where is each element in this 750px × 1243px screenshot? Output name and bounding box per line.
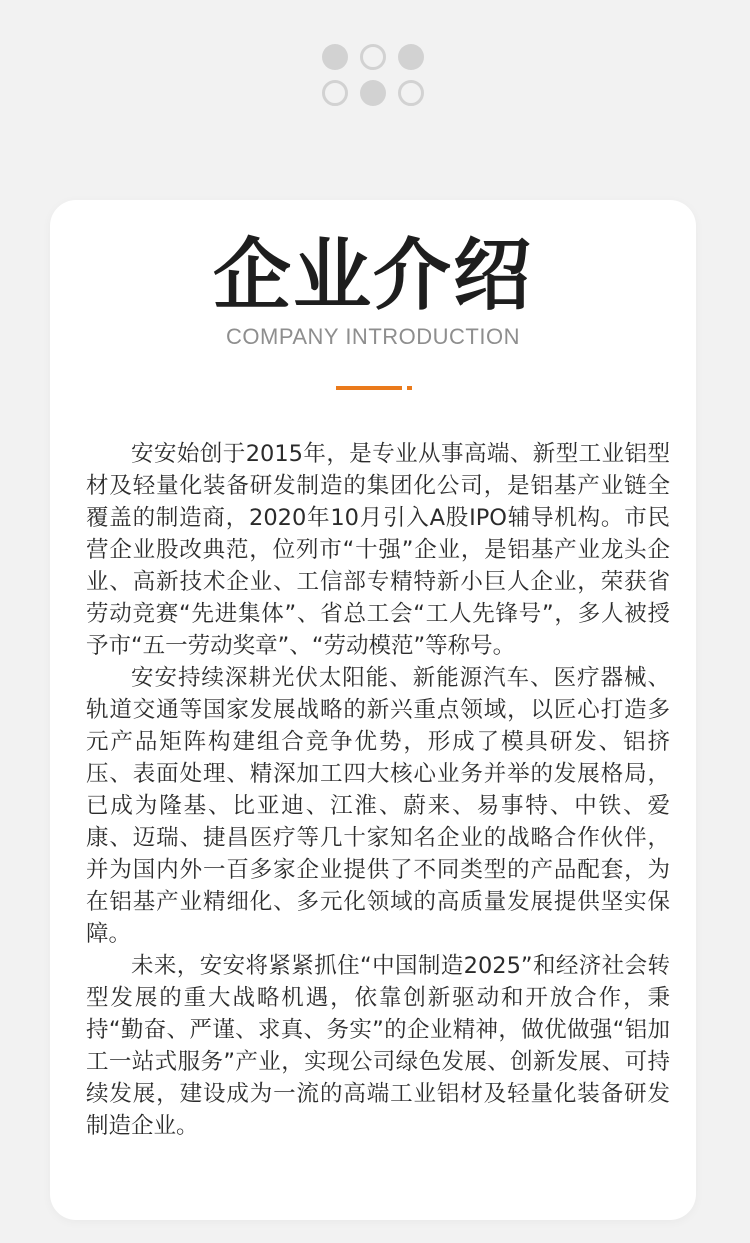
intro-text [86,438,670,1142]
accent-divider [336,386,412,390]
dot-icon [360,80,386,106]
dot-icon [398,44,424,70]
dot-icon [322,80,348,106]
dot-icon [398,80,424,106]
decorative-dots [322,44,424,106]
paragraph: 安安持续深耕光伏太阳能、新能源汽车、医疗器械、轨道交通等国家发展战略的新兴重点领域，以匠心打造多元产品矩阵构建组合竞争优势，形成了模具研发、铝挤压、表面处理、精深加工四大核心业务并举的发展格局，已成为隆基、比亚迪、江淮、蔚来、易事特、中铁、爱康、迈瑞、捷昌医疗等几十家知名企业的战略合作伙伴，并为国内外一百多家企业提供了不同类型的产品配套，为在铝基产业精细化、多元化领域的高质量发展提供坚实保障。 [86,665,670,947]
accent-tip [407,386,412,390]
page-title: 企业介绍 [212,231,533,321]
page-subtitle: COMPANY INTRODUCTION [226,324,520,349]
paragraph: 安安始创于2015年，是专业从事高端、新型工业铝型材及轻量化装备研发制造的集团化公司，是铝基产业链全覆盖的制造商，2020年10月引入A股IPO辅导机构。市民营企业股改典范，位列市“十强”企业，是铝基产业龙头企业、高新技术企业、工信部专精特新小巨人企业，荣获省劳动竞赛“先进集体”、省总工会“工人先锋号”，多人被授予市“五一劳动奖章”、“劳动模范”等称号。 [86,441,670,659]
dot-icon [322,44,348,70]
intro-card [50,200,696,1220]
paragraph: 未来，安安将紧紧抓住“中国制造2025”和经济社会转型发展的重大战略机遇，依靠创新驱动和开放合作，秉持“勤奋、严谨、求真、务实”的企业精神，做优做强“铝加工一站式服务”产业，实现公司绿色发展、创新发展、可持续发展，建设成为一流的高端工业铝材及轻量化装备研发制造企业。 [86,953,670,1139]
accent-bar [336,386,402,390]
dot-icon [360,44,386,70]
